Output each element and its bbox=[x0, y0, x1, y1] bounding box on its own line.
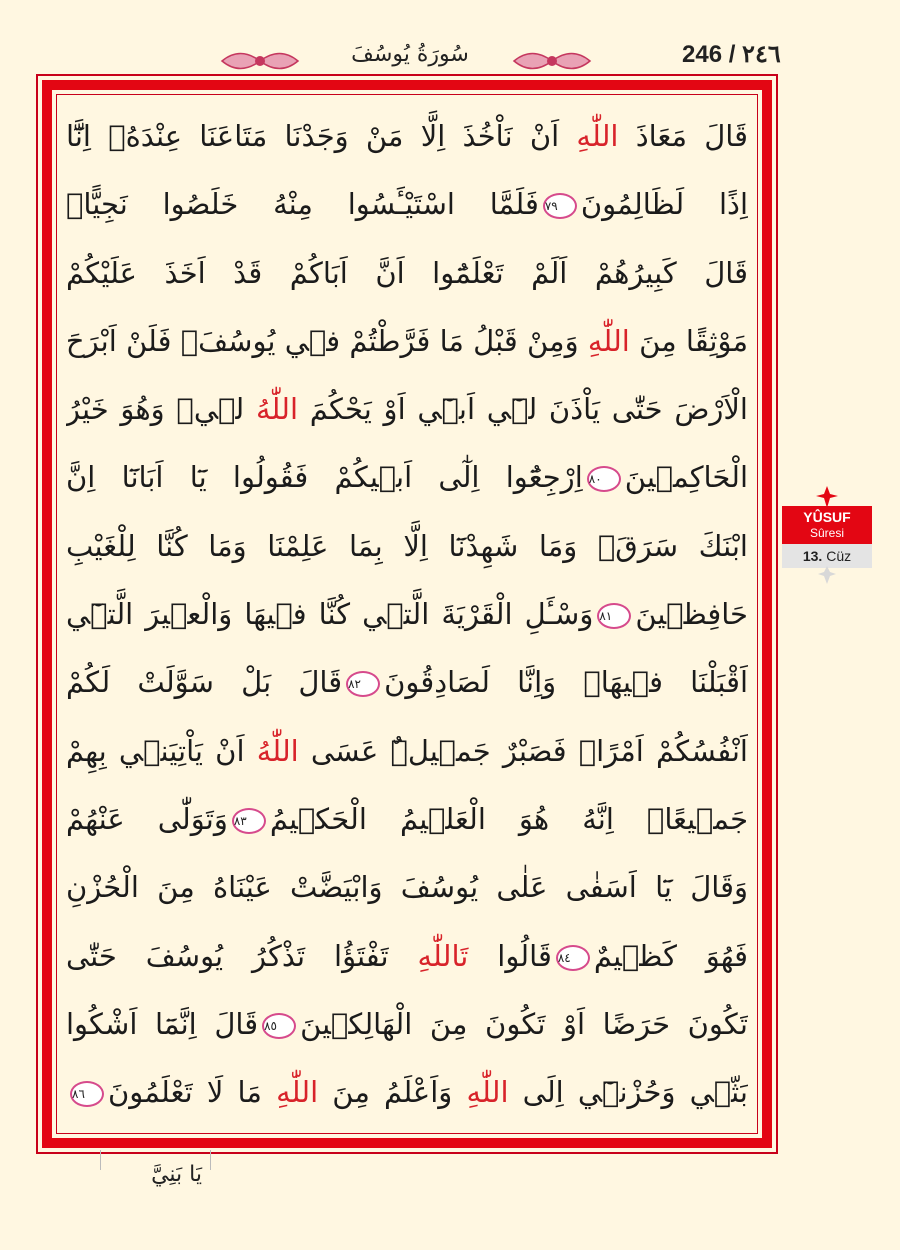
quran-text bbox=[66, 102, 748, 1127]
text-line-7: ابْنَكَ سَرَقَۚ وَمَا شَهِدْنَٓا اِلَّا بِمَا عَلِمْنَا وَمَا كُنَّا لِلْغَيْبِ bbox=[66, 528, 748, 563]
text-line-1: قَالَ مَعَاذَ اللّٰهِ اَنْ نَاْخُذَ اِلَّا مَنْ وَجَدْنَا مَتَاعَنَا عِنْدَهُۙ اِنَّٓا bbox=[66, 119, 748, 153]
text-line-11: جَم۪يعًاۜ اِنَّهُ هُوَ الْعَل۪يمُ الْحَك۪يمُ٨٣وَتَوَلّٰى عَنْهُمْ bbox=[66, 801, 748, 836]
surah-side-tab bbox=[782, 486, 872, 586]
text-line-12: وَقَالَ يَٓا اَسَفٰى عَلٰى يُوسُفَ وَابْيَضَّتْ عَيْنَاهُ مِنَ الْحُزْنِ bbox=[66, 870, 748, 905]
fleur-bottom-icon bbox=[816, 566, 838, 584]
text-line-9: اَقْبَلْنَا ف۪يهَاۜ وَاِنَّا لَصَادِقُونَ٨٢قَالَ بَلْ سَوَّلَتْ لَكُمْ bbox=[66, 665, 748, 700]
ayah-marker-82: ٨٢ bbox=[346, 671, 380, 697]
catchword: يَا بَنِيَّ bbox=[151, 1162, 202, 1187]
text-line-15: بَثّ۪ي وَحُزْن۪ٓي اِلَى اللّٰهِ وَاَعْلَمُ مِنَ اللّٰهِ مَا لَا تَعْلَمُونَ٨٦ bbox=[72, 1075, 748, 1110]
text-line-5: الْاَرْضَ حَتّٰى يَاْذَنَ ل۪ٓي اَب۪ٓي اَوْ يَحْكُمَ اللّٰهُ ل۪يۚ وَهُوَ خَيْرُ bbox=[66, 392, 748, 427]
text-line-14: تَكُونَ حَرَضًا اَوْ تَكُونَ مِنَ الْهَالِك۪ينَ٨٥قَالَ اِنَّمَٓا اَشْكُوا bbox=[66, 1006, 748, 1041]
text-line-6: الْحَاكِم۪ينَ٨٠اِرْجِعُٓوا اِلٰٓى اَب۪يكُمْ فَقُولُوا يَٓا اَبَانَٓا اِنَّ bbox=[66, 460, 748, 495]
juz-tab: 13. Cüz bbox=[782, 544, 872, 568]
text-line-2: اِذًا لَظَالِمُونَ٧٩فَلَمَّا اسْتَيْـَٔسُوا مِنْهُ خَلَصُوا نَجِيًّاۜ bbox=[66, 187, 748, 222]
surah-title: سُورَةُ يُوسُفَ bbox=[351, 42, 469, 67]
ayah-marker-80: ٨٠ bbox=[587, 466, 621, 492]
page-number: 246 / ٢٤٦ bbox=[682, 41, 781, 68]
surah-name-tab: YÛSUF Sûresi bbox=[782, 506, 872, 544]
left-header-ornament-icon bbox=[220, 46, 300, 76]
fleur-top-icon bbox=[812, 486, 842, 508]
catchword-bracket-right bbox=[210, 1150, 211, 1170]
right-header-ornament-icon bbox=[512, 46, 592, 76]
text-line-3: قَالَ كَبِيرُهُمْ اَلَمْ تَعْلَمُٓوا اَنَّ اَبَاكُمْ قَدْ اَخَذَ عَلَيْكُمْ bbox=[66, 255, 748, 290]
text-line-10: اَنْفُسُكُمْ اَمْرًاۜ فَصَبْرٌ جَم۪يلٌۜ عَسَى اللّٰهُ اَنْ يَاْتِيَن۪ي بِهِمْ bbox=[66, 733, 748, 768]
ayah-marker-79: ٧٩ bbox=[543, 193, 577, 219]
ayah-marker-81: ٨١ bbox=[597, 603, 631, 629]
catchword-bracket-left bbox=[100, 1150, 101, 1170]
text-line-13: فَهُوَ كَظ۪يمٌ٨٤قَالُوا تَاللّٰهِ تَفْتَؤُا تَذْكُرُ يُوسُفَ حَتّٰى bbox=[66, 938, 748, 973]
text-line-4: مَوْثِقًا مِنَ اللّٰهِ وَمِنْ قَبْلُ مَا فَرَّطْتُمْ ف۪ي يُوسُفَۚ فَلَنْ اَبْرَحَ bbox=[66, 323, 748, 358]
ayah-marker-85: ٨٥ bbox=[262, 1013, 296, 1039]
text-line-8: حَافِظ۪ينَ٨١وَسْـَٔلِ الْقَرْيَةَ الَّت۪ي كُنَّا ف۪يهَا وَالْع۪يرَ الَّت۪ٓي bbox=[66, 597, 748, 632]
ayah-marker-84: ٨٤ bbox=[556, 945, 590, 971]
ayah-marker-86: ٨٦ bbox=[70, 1081, 104, 1107]
ayah-marker-83: ٨٣ bbox=[232, 808, 266, 834]
